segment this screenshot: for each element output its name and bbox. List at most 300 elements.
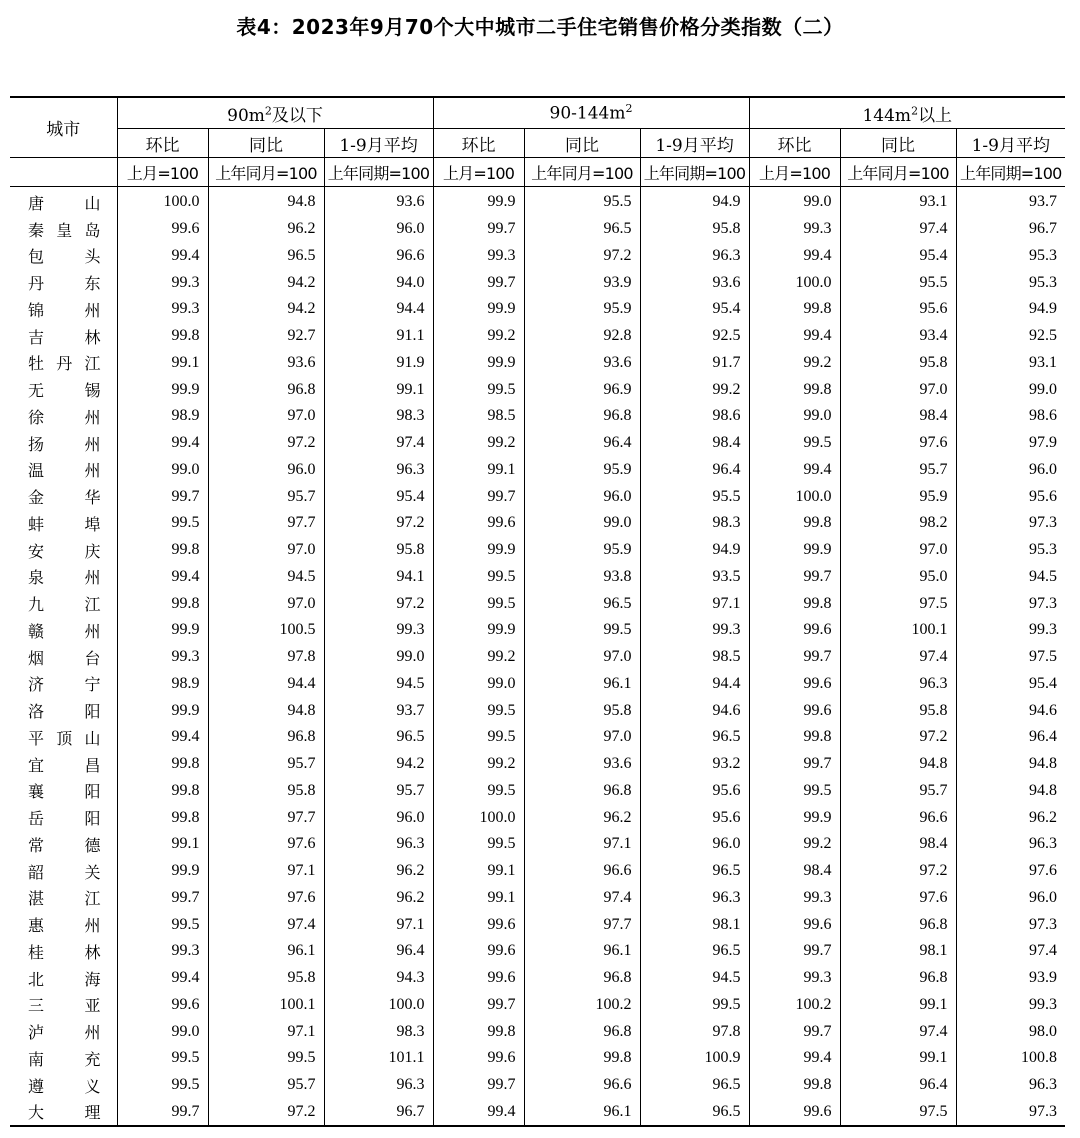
value-cell: 99.4	[117, 564, 208, 591]
value-cell: 94.5	[208, 564, 324, 591]
value-cell: 94.2	[324, 751, 433, 778]
value-cell: 99.0	[117, 1018, 208, 1045]
value-cell: 98.4	[640, 430, 749, 457]
value-cell: 97.0	[208, 537, 324, 564]
value-cell: 95.5	[640, 483, 749, 510]
value-cell: 94.8	[956, 751, 1065, 778]
value-cell: 97.0	[208, 403, 324, 430]
value-cell: 97.4	[324, 430, 433, 457]
value-cell: 99.3	[117, 269, 208, 296]
value-cell: 96.4	[324, 938, 433, 965]
table-row	[10, 911, 1065, 938]
value-cell: 95.8	[640, 216, 749, 243]
value-cell: 95.9	[524, 457, 640, 484]
city-name: 烟 台	[28, 648, 101, 668]
value-cell: 96.2	[324, 885, 433, 912]
value-cell: 97.2	[840, 724, 956, 751]
table-row	[10, 376, 1065, 403]
group-header-text: 90-144m	[549, 103, 626, 124]
city-name: 徐 州	[28, 407, 101, 427]
subheader-cell: 同比	[208, 129, 324, 158]
value-cell: 97.0	[840, 376, 956, 403]
value-cell: 95.3	[956, 537, 1065, 564]
table-row	[10, 430, 1065, 457]
value-cell: 99.1	[324, 376, 433, 403]
price-index-table	[10, 96, 1065, 1127]
table-row	[10, 1045, 1065, 1072]
city-cell	[10, 671, 117, 698]
value-cell: 96.4	[956, 724, 1065, 751]
table-row	[10, 778, 1065, 805]
value-cell: 96.7	[956, 216, 1065, 243]
value-cell: 96.1	[208, 938, 324, 965]
table-row	[10, 537, 1065, 564]
city-cell	[10, 457, 117, 484]
city-cell	[10, 403, 117, 430]
value-cell: 98.1	[840, 938, 956, 965]
city-name: 金 华	[28, 488, 101, 508]
value-cell: 92.7	[208, 323, 324, 350]
subheader-cell: 环比	[433, 129, 524, 158]
value-cell: 95.9	[840, 483, 956, 510]
city-cell	[10, 778, 117, 805]
table-row	[10, 671, 1065, 698]
value-cell: 91.1	[324, 323, 433, 350]
value-cell: 99.6	[433, 938, 524, 965]
value-cell: 94.4	[324, 296, 433, 323]
city-name: 丹 东	[28, 274, 101, 294]
city-cell	[10, 350, 117, 377]
value-cell: 96.8	[524, 1018, 640, 1045]
table-row	[10, 483, 1065, 510]
value-cell: 95.4	[840, 243, 956, 270]
value-cell: 96.3	[840, 671, 956, 698]
value-cell: 99.0	[956, 376, 1065, 403]
value-cell: 96.3	[956, 1072, 1065, 1099]
base-cell: 上年同期=100	[640, 158, 749, 187]
value-cell: 96.1	[524, 938, 640, 965]
value-cell: 92.5	[956, 323, 1065, 350]
city-cell	[10, 376, 117, 403]
value-cell: 99.7	[117, 885, 208, 912]
value-cell: 93.6	[324, 187, 433, 216]
value-cell: 99.9	[749, 804, 840, 831]
value-cell: 100.9	[640, 1045, 749, 1072]
value-cell: 99.4	[117, 243, 208, 270]
table-row	[10, 885, 1065, 912]
value-cell: 93.9	[956, 965, 1065, 992]
value-cell: 95.4	[956, 671, 1065, 698]
value-cell: 94.8	[208, 697, 324, 724]
value-cell: 96.0	[208, 457, 324, 484]
city-base-blank	[10, 158, 117, 187]
subheader-row	[10, 129, 1065, 158]
value-cell: 95.8	[208, 778, 324, 805]
value-cell: 99.2	[433, 751, 524, 778]
group-header-text: 90m	[227, 105, 265, 126]
city-cell	[10, 992, 117, 1019]
value-cell: 99.9	[117, 697, 208, 724]
value-cell: 97.5	[840, 590, 956, 617]
group-header-small	[117, 97, 433, 129]
value-cell: 95.4	[640, 296, 749, 323]
value-cell: 96.5	[640, 724, 749, 751]
value-cell: 97.0	[524, 644, 640, 671]
value-cell: 99.4	[749, 457, 840, 484]
city-cell	[10, 911, 117, 938]
city-name: 济 宁	[28, 675, 101, 695]
value-cell: 94.9	[640, 537, 749, 564]
value-cell: 99.6	[749, 697, 840, 724]
value-cell: 98.0	[956, 1018, 1065, 1045]
value-cell: 99.9	[749, 537, 840, 564]
city-cell	[10, 323, 117, 350]
value-cell: 95.7	[208, 483, 324, 510]
value-cell: 99.6	[433, 965, 524, 992]
value-cell: 95.7	[208, 1072, 324, 1099]
value-cell: 93.9	[524, 269, 640, 296]
value-cell: 99.7	[433, 992, 524, 1019]
value-cell: 97.6	[840, 430, 956, 457]
group-header-text: 144m	[862, 105, 912, 126]
group-header-sup: 2	[911, 103, 919, 117]
value-cell: 99.7	[433, 1072, 524, 1099]
value-cell: 99.9	[433, 537, 524, 564]
value-cell: 99.0	[524, 510, 640, 537]
page-title: 表4：2023年9月70个大中城市二手住宅销售价格分类指数（二）	[236, 15, 844, 39]
value-cell: 99.8	[117, 323, 208, 350]
table-row	[10, 617, 1065, 644]
value-cell: 94.6	[956, 697, 1065, 724]
value-cell: 96.3	[324, 457, 433, 484]
table-row	[10, 323, 1065, 350]
value-cell: 100.1	[840, 617, 956, 644]
group-header-sup: 2	[625, 102, 633, 116]
value-cell: 95.6	[640, 778, 749, 805]
city-cell	[10, 1099, 117, 1127]
value-cell: 96.2	[208, 216, 324, 243]
value-cell: 97.6	[208, 831, 324, 858]
value-cell: 97.9	[956, 430, 1065, 457]
value-cell: 98.3	[324, 403, 433, 430]
value-cell: 94.5	[640, 965, 749, 992]
value-cell: 99.5	[640, 992, 749, 1019]
value-cell: 96.3	[956, 831, 1065, 858]
value-cell: 99.7	[749, 564, 840, 591]
value-cell: 97.3	[956, 1099, 1065, 1127]
value-cell: 95.3	[956, 269, 1065, 296]
city-name: 岳 阳	[28, 809, 101, 829]
city-name: 遵 义	[28, 1076, 101, 1096]
city-name: 三 亚	[28, 996, 101, 1016]
value-cell: 99.3	[117, 644, 208, 671]
value-cell: 99.2	[749, 831, 840, 858]
base-cell: 上年同期=100	[324, 158, 433, 187]
value-cell: 99.0	[749, 403, 840, 430]
value-cell: 99.2	[640, 376, 749, 403]
value-cell: 96.5	[640, 1099, 749, 1127]
city-name: 湛 江	[28, 889, 101, 909]
value-cell: 96.3	[640, 885, 749, 912]
table-row	[10, 187, 1065, 216]
subheader-cell: 1-9月平均	[324, 129, 433, 158]
value-cell: 96.5	[640, 938, 749, 965]
city-name: 襄 阳	[28, 782, 101, 802]
table-row	[10, 938, 1065, 965]
value-cell: 101.1	[324, 1045, 433, 1072]
value-cell: 100.0	[324, 992, 433, 1019]
value-cell: 93.6	[208, 350, 324, 377]
value-cell: 93.6	[524, 350, 640, 377]
city-cell	[10, 697, 117, 724]
value-cell: 99.2	[433, 644, 524, 671]
value-cell: 99.1	[840, 992, 956, 1019]
table-row	[10, 590, 1065, 617]
value-cell: 99.5	[117, 510, 208, 537]
table-body	[10, 187, 1065, 1127]
value-cell: 95.5	[524, 187, 640, 216]
table-row	[10, 992, 1065, 1019]
value-cell: 97.4	[840, 1018, 956, 1045]
value-cell: 98.1	[640, 911, 749, 938]
base-cell: 上月=100	[117, 158, 208, 187]
value-cell: 94.9	[640, 187, 749, 216]
city-name: 九 江	[28, 595, 101, 615]
value-cell: 97.3	[956, 911, 1065, 938]
city-name: 唐 山	[28, 193, 101, 213]
city-cell	[10, 751, 117, 778]
value-cell: 96.6	[524, 858, 640, 885]
table-row	[10, 564, 1065, 591]
value-cell: 97.0	[208, 590, 324, 617]
value-cell: 96.6	[324, 243, 433, 270]
value-cell: 99.0	[324, 644, 433, 671]
table-row	[10, 697, 1065, 724]
value-cell: 96.0	[640, 831, 749, 858]
base-cell: 上年同月=100	[840, 158, 956, 187]
value-cell: 99.8	[749, 376, 840, 403]
value-cell: 95.6	[640, 804, 749, 831]
value-cell: 99.8	[117, 804, 208, 831]
value-cell: 93.6	[524, 751, 640, 778]
value-cell: 97.2	[324, 510, 433, 537]
value-cell: 99.9	[433, 617, 524, 644]
value-cell: 96.9	[524, 376, 640, 403]
value-cell: 94.8	[956, 778, 1065, 805]
value-cell: 95.9	[524, 296, 640, 323]
table-row	[10, 1072, 1065, 1099]
value-cell: 100.5	[208, 617, 324, 644]
value-cell: 95.7	[324, 778, 433, 805]
value-cell: 91.7	[640, 350, 749, 377]
value-cell: 94.9	[956, 296, 1065, 323]
value-cell: 99.9	[433, 187, 524, 216]
value-cell: 94.3	[324, 965, 433, 992]
value-cell: 96.8	[524, 778, 640, 805]
value-cell: 99.6	[749, 671, 840, 698]
value-cell: 99.5	[433, 778, 524, 805]
value-cell: 97.2	[524, 243, 640, 270]
city-cell	[10, 483, 117, 510]
city-name: 包 头	[28, 247, 101, 267]
city-cell	[10, 644, 117, 671]
city-cell	[10, 1072, 117, 1099]
value-cell: 97.1	[524, 831, 640, 858]
value-cell: 96.8	[208, 724, 324, 751]
group-header-text: 及以下	[271, 105, 323, 126]
city-cell	[10, 724, 117, 751]
value-cell: 99.5	[117, 911, 208, 938]
table-row	[10, 858, 1065, 885]
value-cell: 96.6	[840, 804, 956, 831]
value-cell: 99.3	[433, 243, 524, 270]
table-row	[10, 350, 1065, 377]
city-name: 韶 关	[28, 862, 101, 882]
value-cell: 97.2	[208, 1099, 324, 1127]
value-cell: 98.4	[840, 403, 956, 430]
value-cell: 97.5	[956, 644, 1065, 671]
value-cell: 99.3	[749, 965, 840, 992]
value-cell: 94.8	[840, 751, 956, 778]
value-cell: 96.2	[956, 804, 1065, 831]
subheader-cell: 1-9月平均	[640, 129, 749, 158]
value-cell: 96.0	[324, 804, 433, 831]
value-cell: 98.6	[956, 403, 1065, 430]
value-cell: 99.6	[433, 510, 524, 537]
value-cell: 99.3	[117, 938, 208, 965]
city-cell	[10, 617, 117, 644]
value-cell: 98.2	[840, 510, 956, 537]
value-cell: 97.7	[208, 804, 324, 831]
value-cell: 99.5	[117, 1045, 208, 1072]
value-cell: 96.3	[324, 831, 433, 858]
subheader-cell: 1-9月平均	[956, 129, 1065, 158]
value-cell: 99.7	[433, 269, 524, 296]
subheader-cell: 同比	[524, 129, 640, 158]
value-cell: 97.3	[956, 590, 1065, 617]
city-cell	[10, 1018, 117, 1045]
table-row	[10, 269, 1065, 296]
value-cell: 99.1	[117, 831, 208, 858]
value-cell: 95.9	[524, 537, 640, 564]
value-cell: 99.6	[117, 992, 208, 1019]
value-cell: 94.4	[640, 671, 749, 698]
value-cell: 96.0	[956, 885, 1065, 912]
value-cell: 99.7	[749, 1018, 840, 1045]
city-name: 北 海	[28, 969, 101, 989]
value-cell: 93.8	[524, 564, 640, 591]
city-cell	[10, 804, 117, 831]
base-cell: 上年同月=100	[208, 158, 324, 187]
value-cell: 99.7	[117, 1099, 208, 1127]
value-cell: 99.0	[749, 187, 840, 216]
city-cell	[10, 938, 117, 965]
value-cell: 99.1	[433, 885, 524, 912]
value-cell: 97.7	[524, 911, 640, 938]
value-cell: 99.9	[117, 617, 208, 644]
value-cell: 99.5	[433, 590, 524, 617]
city-name: 宜 昌	[28, 755, 101, 775]
value-cell: 96.8	[840, 965, 956, 992]
value-cell: 97.1	[640, 590, 749, 617]
table-row	[10, 296, 1065, 323]
table-row	[10, 1018, 1065, 1045]
value-cell: 96.5	[640, 1072, 749, 1099]
value-cell: 100.0	[749, 483, 840, 510]
value-cell: 97.4	[956, 938, 1065, 965]
value-cell: 95.6	[956, 483, 1065, 510]
value-cell: 94.4	[208, 671, 324, 698]
subheader-cell: 环比	[117, 129, 208, 158]
table-row	[10, 1099, 1065, 1127]
table-row	[10, 457, 1065, 484]
value-cell: 98.6	[640, 403, 749, 430]
table-row	[10, 403, 1065, 430]
value-cell: 99.6	[749, 1099, 840, 1127]
value-cell: 94.5	[324, 671, 433, 698]
value-cell: 94.2	[208, 269, 324, 296]
value-cell: 99.4	[117, 430, 208, 457]
base-cell: 上月=100	[433, 158, 524, 187]
value-cell: 99.6	[749, 617, 840, 644]
table-row	[10, 644, 1065, 671]
city-cell	[10, 564, 117, 591]
table-row	[10, 243, 1065, 270]
value-cell: 99.3	[956, 992, 1065, 1019]
value-cell: 93.7	[956, 187, 1065, 216]
value-cell: 99.2	[749, 350, 840, 377]
value-cell: 99.8	[433, 1018, 524, 1045]
base-cell: 上年同月=100	[524, 158, 640, 187]
value-cell: 99.3	[956, 617, 1065, 644]
value-cell: 98.4	[749, 858, 840, 885]
value-cell: 97.2	[324, 590, 433, 617]
subheader-cell: 同比	[840, 129, 956, 158]
table-row	[10, 804, 1065, 831]
table-row	[10, 216, 1065, 243]
value-cell: 97.5	[840, 1099, 956, 1127]
city-name: 洛 阳	[28, 702, 101, 722]
value-cell: 97.0	[524, 724, 640, 751]
value-cell: 95.7	[840, 778, 956, 805]
value-cell: 99.5	[433, 564, 524, 591]
value-cell: 95.8	[208, 965, 324, 992]
value-cell: 99.7	[749, 644, 840, 671]
value-cell: 97.7	[208, 510, 324, 537]
value-cell: 96.3	[640, 243, 749, 270]
value-cell: 99.6	[749, 911, 840, 938]
group-header-text: 以上	[918, 105, 953, 126]
city-cell	[10, 510, 117, 537]
value-cell: 95.4	[324, 483, 433, 510]
value-cell: 94.8	[208, 187, 324, 216]
city-name: 吉 林	[28, 327, 101, 347]
value-cell: 97.1	[208, 858, 324, 885]
value-cell: 96.4	[640, 457, 749, 484]
value-cell: 100.2	[749, 992, 840, 1019]
value-cell: 99.1	[117, 350, 208, 377]
city-name: 扬 州	[28, 434, 101, 454]
value-cell: 99.3	[117, 296, 208, 323]
value-cell: 99.9	[433, 350, 524, 377]
value-cell: 93.4	[840, 323, 956, 350]
value-cell: 100.0	[433, 804, 524, 831]
value-cell: 96.4	[840, 1072, 956, 1099]
value-cell: 99.6	[433, 1045, 524, 1072]
value-cell: 96.1	[524, 1099, 640, 1127]
city-name: 平 顶 山	[28, 728, 101, 748]
value-cell: 97.4	[840, 644, 956, 671]
